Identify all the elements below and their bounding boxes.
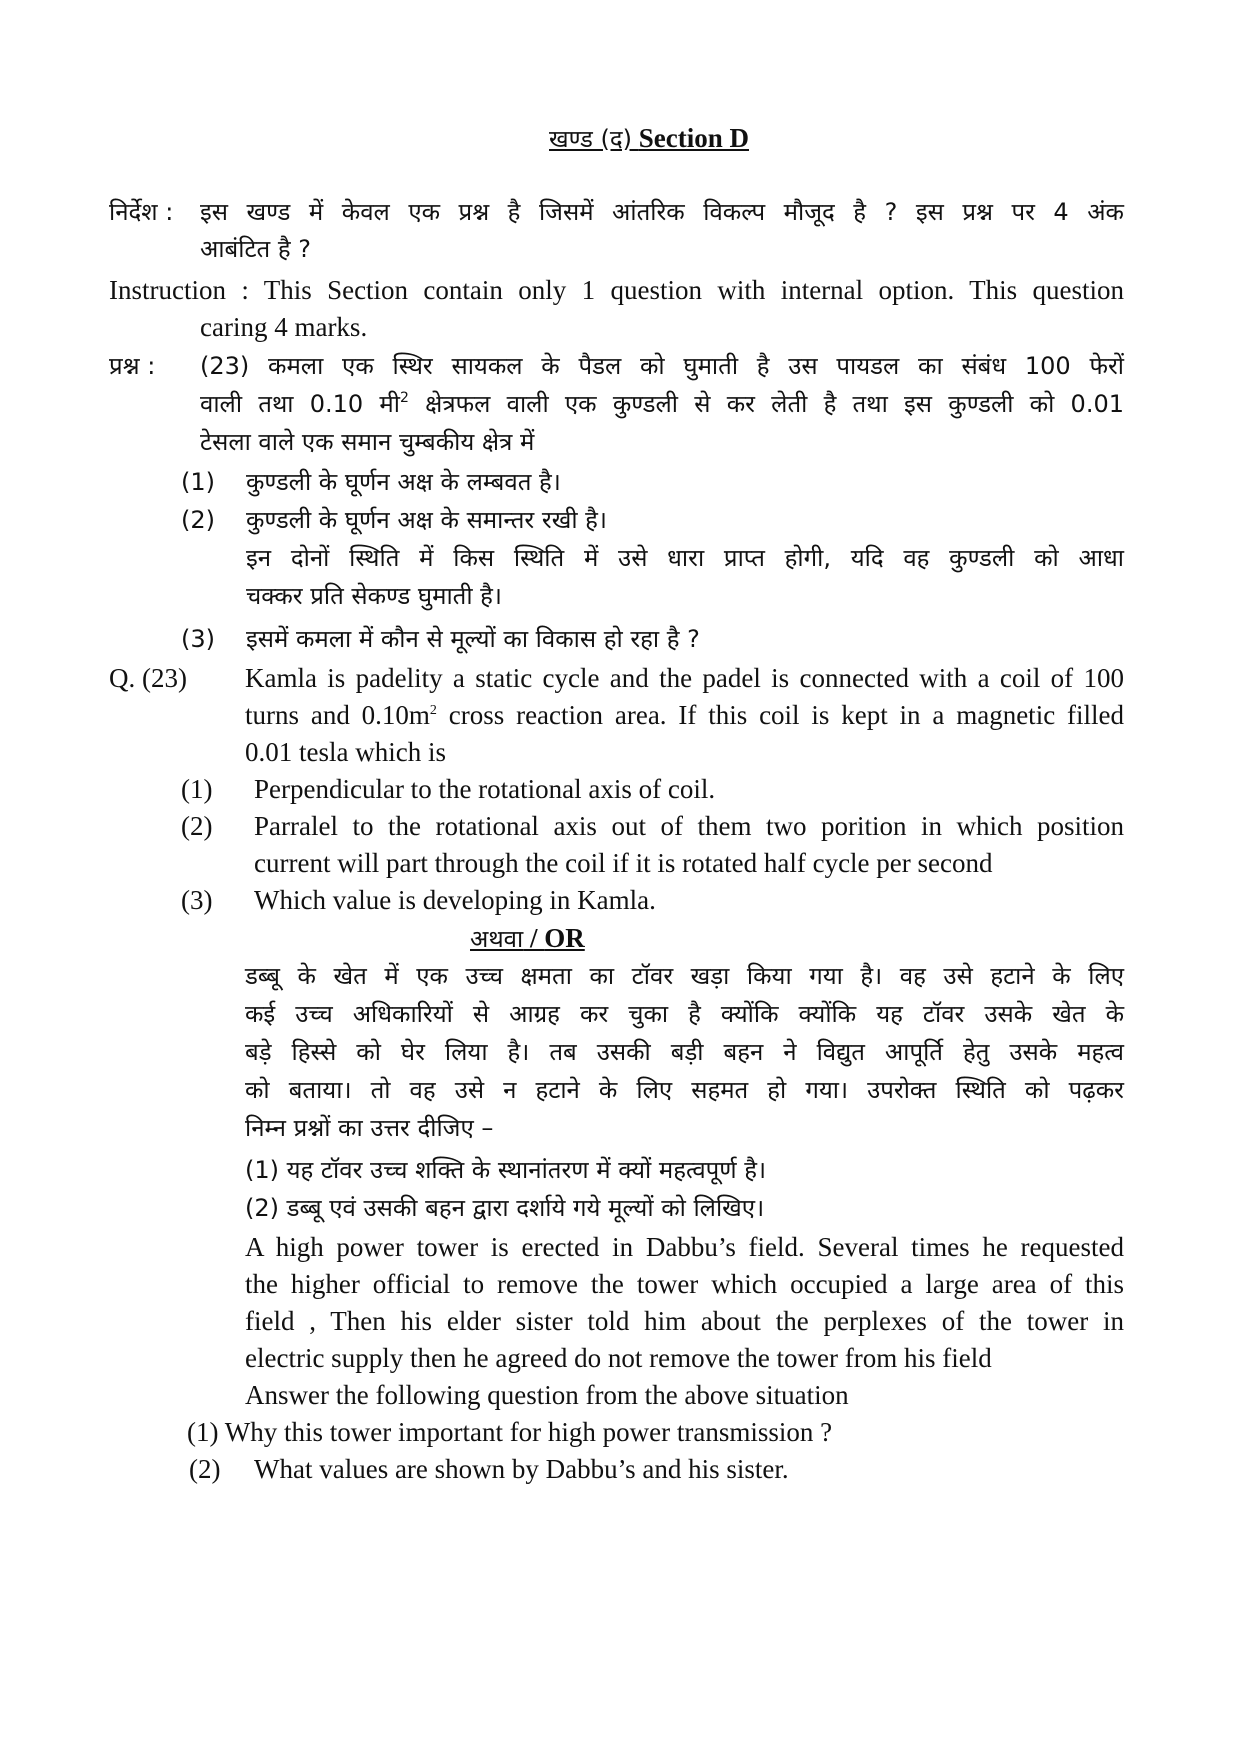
english-question-label: Q. (23): [109, 663, 187, 693]
english-item-number: (3): [181, 885, 213, 915]
hindi-instruction-line: इस खण्ड में केवल एक प्रश्न है जिसमें आंतरिक विकल्प मौजूद है ? इस प्रश्न पर 4 अंक: [200, 198, 1124, 226]
english-item-text: Perpendicular to the rotational axis of coil.: [254, 774, 716, 804]
or-heading-english: OR: [544, 923, 585, 953]
english-alt-subquestion: (1) Why this tower important for high power transmission ?: [187, 1417, 833, 1447]
hindi-alt-line: डब्बू के खेत में एक उच्च क्षमता का टॉवर खड़ा किया गया है। वह उसे हटाने के लिए: [245, 962, 1124, 990]
english-alt-subquestion: What values are shown by Dabbu’s and his sister.: [254, 1454, 789, 1484]
hindi-alt-line: निम्न प्रश्नों का उत्तर दीजिए –: [245, 1114, 494, 1142]
or-heading-hindi: अथवा: [470, 925, 524, 953]
hindi-item-number: (3): [181, 625, 215, 653]
hindi-item-text: इन दोनों स्थिति में किस स्थिति में उसे धारा प्राप्त होगी, यदि वह कुण्डली को आधा: [246, 544, 1124, 572]
english-alt-line: A high power tower is erected in Dabbu’s field. Several times he requested: [245, 1232, 1124, 1262]
hindi-item-text: चक्कर प्रति सेकण्ड घुमाती है।: [246, 582, 503, 610]
hindi-question-label: प्रश्न :: [109, 352, 156, 380]
hindi-instruction-line: आबंटित है ?: [200, 235, 311, 263]
hindi-alt-line: बड़े हिस्से को घेर लिया है। तब उसकी बड़ी बहन ने विद्युत आपूर्ति हेतु उसके महत्व: [245, 1038, 1124, 1066]
english-item-number: (1): [181, 774, 213, 804]
english-question-line: 0.01 tesla which is: [245, 737, 446, 767]
english-question-line: turns and $0.10m^2$ cross reaction area. If this coil is kept in a magnetic filled: [245, 700, 1124, 730]
english-alt-subquestion-number: (2): [189, 1454, 221, 1484]
english-question-line: Kamla is padelity a static cycle and the padel is connected with a coil of 100: [245, 663, 1124, 693]
section-title-english: Section D: [638, 123, 749, 153]
english-instruction-line: caring 4 marks.: [200, 312, 368, 342]
english-item-text: current will part through the coil if it is rotated half cycle per second: [254, 848, 993, 878]
english-instruction-line: Instruction : This Section contain only 1 question with internal option. This question: [109, 275, 1124, 305]
english-alt-line: field , Then his elder sister told him about the perplexes of the tower in: [245, 1306, 1124, 1336]
english-alt-line: Answer the following question from the above situation: [245, 1380, 849, 1410]
hindi-item-number: (2): [181, 506, 215, 534]
hindi-question-line: वाली तथा 0.10 मी$^2$ क्षेत्रफल वाली एक कुण्डली से कर लेती है तथा इस कुण्डली को 0.01: [200, 390, 1124, 418]
english-item-number: (2): [181, 811, 213, 841]
hindi-alt-subquestion: (2) डब्बू एवं उसकी बहन द्वारा दर्शाये गये मूल्यों को लिखिए।: [245, 1194, 765, 1222]
hindi-item-number: (1): [181, 468, 215, 496]
hindi-alt-line: कई उच्च अधिकारियों से आग्रह कर चुका है क्योंकि क्योंकि यह टॉवर उसके खेत के: [245, 1000, 1124, 1028]
hindi-item-text: कुण्डली के घूर्णन अक्ष के समान्तर रखी है।: [246, 506, 608, 534]
english-item-text: Which value is developing in Kamla.: [254, 885, 656, 915]
hindi-instruction-label: निर्देश :: [109, 198, 174, 226]
or-heading-separator: /: [523, 923, 545, 953]
english-alt-line: the higher official to remove the tower which occupied a large area of this: [245, 1269, 1124, 1299]
section-title-hindi: खण्ड (द): [549, 125, 632, 153]
hindi-alt-line: को बताया। तो वह उसे न हटाने के लिए सहमत हो गया। उपरोक्त स्थिति को पढ़कर: [245, 1076, 1124, 1104]
hindi-question-line: टेसला वाले एक समान चुम्बकीय क्षेत्र में: [200, 428, 535, 456]
section-title: [549, 120, 749, 158]
english-alt-line: electric supply then he agreed do not remove the tower from his field: [245, 1343, 992, 1373]
hindi-item-text: इसमें कमला में कौन से मूल्यों का विकास हो रहा है ?: [246, 625, 700, 653]
hindi-alt-subquestion: (1) यह टॉवर उच्च शक्ति के स्थानांतरण में क्यों महत्वपूर्ण है।: [245, 1156, 767, 1184]
or-heading: [470, 920, 585, 958]
hindi-question-line: (23) कमला एक स्थिर सायकल के पैडल को घुमाती है उस पायडल का संबंध 100 फेरों: [200, 352, 1124, 380]
hindi-item-text: कुण्डली के घूर्णन अक्ष के लम्बवत है।: [246, 468, 561, 496]
english-item-text: Parralel to the rotational axis out of them two porition in which position: [254, 811, 1124, 841]
